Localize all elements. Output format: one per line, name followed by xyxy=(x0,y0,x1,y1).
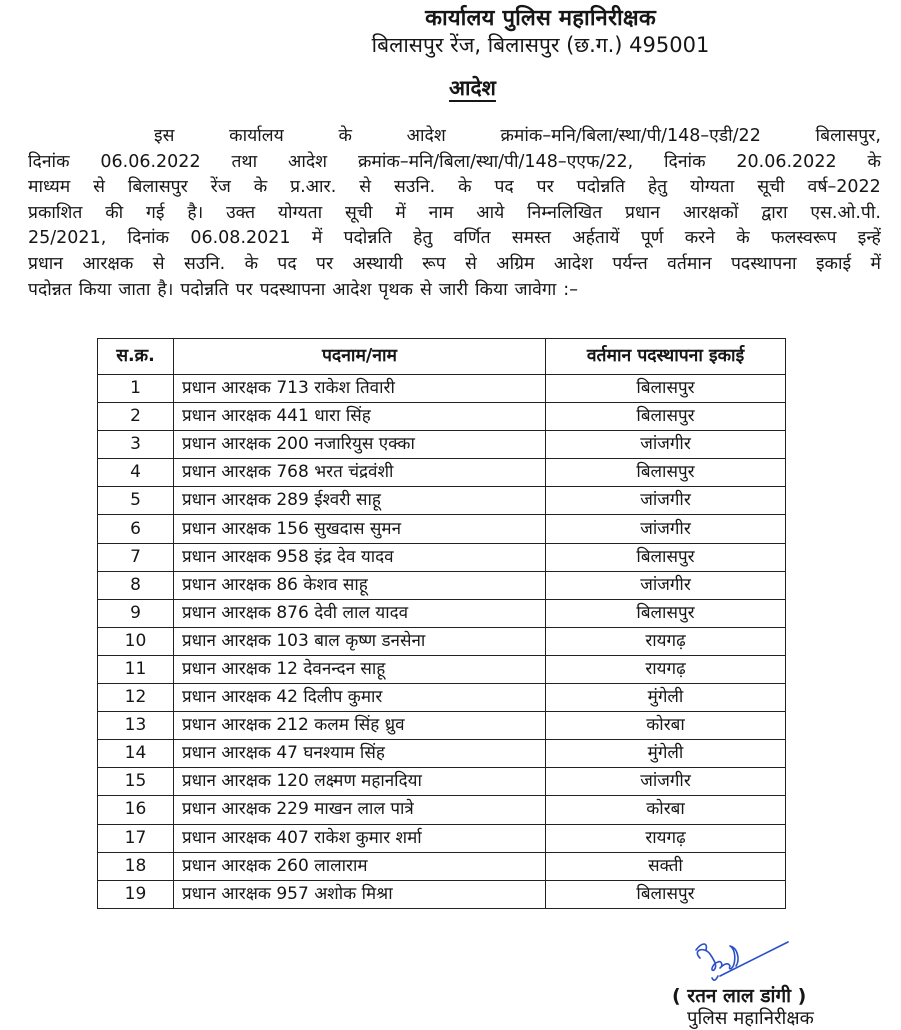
designation-name-cell: प्रधान आरक्षक 156 सुखदास सुमन xyxy=(174,515,546,543)
paragraph-word: सउनि. xyxy=(183,253,226,274)
table-body xyxy=(98,375,786,909)
designation-name-cell: प्रधान आरक्षक 200 नजारियुस एक्का xyxy=(174,431,546,459)
serial-cell: 10 xyxy=(98,627,174,655)
paragraph-word: बिलासपुर xyxy=(127,177,188,198)
paragraph-word: अग्रिम xyxy=(496,253,535,274)
paragraph-word: प्रकाशित xyxy=(28,202,83,223)
paragraph-line xyxy=(28,150,881,176)
paragraph-word: में xyxy=(395,202,406,223)
designation-name-cell: प्रधान आरक्षक 47 घनश्याम सिंह xyxy=(174,740,546,768)
paragraph-word: है। xyxy=(187,202,204,223)
column-header-current-unit: वर्तमान पदस्थापना इकाई xyxy=(546,339,786,375)
current-unit-cell: जांजगीर xyxy=(546,487,786,515)
paragraph-word: आदेश xyxy=(288,151,328,172)
paragraph-line xyxy=(28,175,881,201)
paragraph-word: पर xyxy=(316,253,334,274)
paragraph-word: उक्त xyxy=(226,202,256,223)
paragraph-word: वर्णित xyxy=(453,228,491,249)
paragraph-word: गई xyxy=(146,202,165,223)
table-row xyxy=(98,852,786,880)
designation-name-cell: प्रधान आरक्षक 407 राकेश कुमार शर्मा xyxy=(174,824,546,852)
table-row xyxy=(98,599,786,627)
paragraph-word: 20.06.2022 xyxy=(736,151,837,172)
designation-name-cell: प्रधान आरक्षक 260 लालाराम xyxy=(174,852,546,880)
paragraph-line xyxy=(28,201,881,227)
table-row xyxy=(98,655,786,683)
paragraph-word: से xyxy=(359,177,372,198)
serial-cell: 9 xyxy=(98,599,174,627)
paragraph-word: द्वारा xyxy=(761,202,788,223)
table-row xyxy=(98,459,786,487)
paragraph-word: कार्यालय xyxy=(229,126,284,146)
paragraph-word: फलस्वरूप xyxy=(771,228,837,249)
table-row xyxy=(98,627,786,655)
paragraph-word: दिनांक xyxy=(664,151,706,172)
paragraph-word: हेतु xyxy=(647,177,668,198)
current-unit-cell: बिलासपुर xyxy=(546,375,786,403)
column-header-serial: स.क्र. xyxy=(98,339,174,375)
paragraph-word: जारी xyxy=(438,279,468,300)
serial-cell: 4 xyxy=(98,459,174,487)
paragraph-word: योग्यता xyxy=(690,177,735,198)
paragraph-word: पद xyxy=(277,253,297,274)
paragraph-line xyxy=(28,226,881,252)
designation-name-cell: प्रधान आरक्षक 768 भरत चंद्रवंशी xyxy=(174,459,546,487)
paragraph-word: समस्त xyxy=(511,228,551,249)
paragraph-word: माध्यम xyxy=(28,177,71,198)
paragraph-word: दिनांक xyxy=(127,228,170,249)
paragraph-word: पर xyxy=(235,279,253,300)
current-unit-cell: जांजगीर xyxy=(546,431,786,459)
paragraph-word: हेतु xyxy=(413,228,433,249)
paragraph-word: के xyxy=(338,126,352,146)
paragraph-word: की xyxy=(105,202,124,223)
current-unit-cell: जांजगीर xyxy=(546,571,786,599)
table-row xyxy=(98,431,786,459)
paragraph-word: किया xyxy=(78,279,112,300)
table-row xyxy=(98,571,786,599)
serial-cell: 14 xyxy=(98,740,174,768)
order-body-paragraph xyxy=(28,124,881,303)
table-row xyxy=(98,768,786,796)
paragraph-word: के xyxy=(867,151,881,172)
designation-name-cell: प्रधान आरक्षक 713 राकेश तिवारी xyxy=(174,375,546,403)
table-row xyxy=(98,880,786,908)
current-unit-cell: बिलासपुर xyxy=(546,543,786,571)
serial-cell: 11 xyxy=(98,655,174,683)
table-header-row xyxy=(98,339,786,375)
current-unit-cell: कोरबा xyxy=(546,796,786,824)
paragraph-word: सउनि. xyxy=(393,177,436,198)
paragraph-word: पदस्थापना xyxy=(730,253,797,274)
designation-name-cell: प्रधान आरक्षक 958 इंद्र देव यादव xyxy=(174,543,546,571)
serial-cell: 16 xyxy=(98,796,174,824)
current-unit-cell: मुंगेली xyxy=(546,684,786,712)
paragraph-word: अस्थायी xyxy=(352,253,403,274)
paragraph-word: 06.08.2021 xyxy=(190,228,291,249)
serial-cell: 19 xyxy=(98,880,174,908)
paragraph-word: :– xyxy=(563,279,578,300)
serial-cell: 5 xyxy=(98,487,174,515)
current-unit-cell: मुंगेली xyxy=(546,740,786,768)
designation-name-cell: प्रधान आरक्षक 876 देवी लाल यादव xyxy=(174,599,546,627)
designation-name-cell: प्रधान आरक्षक 229 माखन लाल पात्रे xyxy=(174,796,546,824)
paragraph-word: तथा xyxy=(231,151,258,172)
paragraph-word: दिनांक xyxy=(28,151,70,172)
serial-cell: 3 xyxy=(98,431,174,459)
current-unit-cell: बिलासपुर xyxy=(546,403,786,431)
paragraph-word: से xyxy=(93,177,105,198)
paragraph-word: पदोन्नति xyxy=(576,177,625,198)
paragraph-word: सूची xyxy=(345,202,373,223)
serial-cell: 2 xyxy=(98,403,174,431)
designation-name-cell: प्रधान आरक्षक 289 ईश्वरी साहू xyxy=(174,487,546,515)
paragraph-word: पदोन्नति xyxy=(180,279,229,300)
paragraph-word: वर्तमान xyxy=(667,253,712,274)
paragraph-word: पर्यन्त xyxy=(612,253,648,274)
serial-cell: 13 xyxy=(98,712,174,740)
paragraph-line xyxy=(28,124,881,150)
paragraph-word: वर्ष–2022 xyxy=(807,177,881,198)
paragraph-word: पदोन्नति xyxy=(343,228,392,249)
paragraph-word: है। xyxy=(157,279,174,300)
designation-name-cell: प्रधान आरक्षक 103 बाल कृष्ण डनसेना xyxy=(174,627,546,655)
table-row xyxy=(98,796,786,824)
paragraph-word: प्र.आर. xyxy=(290,177,337,198)
paragraph-word: करने xyxy=(684,228,715,249)
paragraph-word: रेंज xyxy=(210,177,231,198)
office-title: कार्यालय पुलिस महानिरीक्षक xyxy=(425,6,656,31)
serial-cell: 15 xyxy=(98,768,174,796)
designation-name-cell: प्रधान आरक्षक 86 केशव साहू xyxy=(174,571,546,599)
paragraph-word: से xyxy=(152,253,165,274)
order-heading-text: आदेश xyxy=(449,76,496,100)
current-unit-cell: बिलासपुर xyxy=(546,599,786,627)
order-heading xyxy=(22,74,901,102)
paragraph-word: से xyxy=(465,253,477,274)
paragraph-word: प्रधान xyxy=(28,253,63,274)
paragraph-word: इकाई xyxy=(815,253,852,274)
designation-name-cell: प्रधान आरक्षक 957 अशोक मिश्रा xyxy=(174,880,546,908)
serial-cell: 18 xyxy=(98,852,174,880)
paragraph-word: इन्हें xyxy=(857,228,881,249)
table-row xyxy=(98,515,786,543)
serial-cell: 17 xyxy=(98,824,174,852)
table-row xyxy=(98,543,786,571)
paragraph-word: के xyxy=(458,177,472,198)
paragraph-word: पदोन्नत xyxy=(28,279,72,300)
paragraph-word: पूर्ण xyxy=(640,228,664,249)
paragraph-word: अर्हतायें xyxy=(572,228,620,249)
paragraph-word: आये xyxy=(476,202,505,223)
signatory-designation: पुलिस महानिरीक्षक xyxy=(687,1008,814,1029)
table-row xyxy=(98,487,786,515)
paragraph-word: जाता xyxy=(118,279,151,300)
paragraph-word: रूप xyxy=(422,253,446,274)
paragraph-word: पदस्थापना xyxy=(259,279,326,300)
paragraph-word: के xyxy=(253,177,268,198)
paragraph-word: 25/2021, xyxy=(28,228,107,249)
paragraph-line xyxy=(28,252,881,278)
serial-cell: 12 xyxy=(98,684,174,712)
current-unit-cell: कोरबा xyxy=(546,712,786,740)
paragraph-word: बिलासपुर, xyxy=(815,126,881,146)
paragraph-word: पद xyxy=(494,177,514,198)
current-unit-cell: रायगढ़ xyxy=(546,824,786,852)
paragraph-line xyxy=(28,278,881,304)
signature-icon xyxy=(690,936,800,986)
designation-name-cell: प्रधान आरक्षक 120 लक्ष्मण महानदिया xyxy=(174,768,546,796)
current-unit-cell: जांजगीर xyxy=(546,515,786,543)
paragraph-word: पृथक xyxy=(378,279,413,300)
paragraph-word: में xyxy=(870,253,881,274)
serial-cell: 8 xyxy=(98,571,174,599)
current-unit-cell: बिलासपुर xyxy=(546,880,786,908)
paragraph-word: नाम xyxy=(428,202,454,223)
paragraph-word: सूची xyxy=(757,177,785,198)
column-header-designation-name: पदनाम/नाम xyxy=(174,339,546,375)
table-row xyxy=(98,712,786,740)
signatory-name: ( रतन लाल डांगी ) xyxy=(672,985,807,1007)
paragraph-word: 06.06.2022 xyxy=(100,151,201,172)
table-row xyxy=(98,824,786,852)
paragraph-word: किया xyxy=(475,279,508,300)
serial-cell: 1 xyxy=(98,375,174,403)
paragraph-word: योग्यता xyxy=(277,202,323,223)
paragraph-word: से xyxy=(419,279,432,300)
paragraph-word: एस.ओ.पी. xyxy=(810,202,881,223)
table-row xyxy=(98,375,786,403)
designation-name-cell: प्रधान आरक्षक 212 कलम सिंह ध्रुव xyxy=(174,712,546,740)
current-unit-cell: सक्ती xyxy=(546,852,786,880)
paragraph-word: इस xyxy=(154,126,175,146)
current-unit-cell: रायगढ़ xyxy=(546,655,786,683)
paragraph-word: निम्नलिखित xyxy=(527,202,603,223)
paragraph-word: में xyxy=(311,228,323,249)
designation-name-cell: प्रधान आरक्षक 12 देवनन्दन साहू xyxy=(174,655,546,683)
current-unit-cell: जांजगीर xyxy=(546,768,786,796)
paragraph-word: पर xyxy=(536,177,554,198)
designation-name-cell: प्रधान आरक्षक 42 दिलीप कुमार xyxy=(174,684,546,712)
table-row xyxy=(98,740,786,768)
current-unit-cell: रायगढ़ xyxy=(546,627,786,655)
current-unit-cell: बिलासपुर xyxy=(546,459,786,487)
paragraph-word: क्रमांक–मनि/बिला/स्था/पी/148–एएफ/22, xyxy=(357,151,634,172)
table-row xyxy=(98,403,786,431)
table-row xyxy=(98,684,786,712)
paragraph-word: आदेश xyxy=(553,253,593,274)
paragraph-word: आदेश xyxy=(332,279,372,300)
paragraph-word: के xyxy=(736,228,750,249)
office-address: बिलासपुर रेंज, बिलासपुर (छ.ग.) 495001 xyxy=(371,33,710,57)
paragraph-word: क्रमांक–मनि/बिला/स्था/पी/148–एडी/22 xyxy=(500,126,761,146)
paragraph-word: आदेश xyxy=(406,126,446,146)
paragraph-word: जावेगा xyxy=(514,279,557,300)
serial-cell: 6 xyxy=(98,515,174,543)
paragraph-word: प्रधान xyxy=(625,202,660,223)
promotion-list-table xyxy=(97,338,786,909)
paragraph-word: आरक्षकों xyxy=(682,202,739,223)
serial-cell: 7 xyxy=(98,543,174,571)
paragraph-word: के xyxy=(244,253,259,274)
designation-name-cell: प्रधान आरक्षक 441 धारा सिंह xyxy=(174,403,546,431)
paragraph-word: आरक्षक xyxy=(82,253,134,274)
